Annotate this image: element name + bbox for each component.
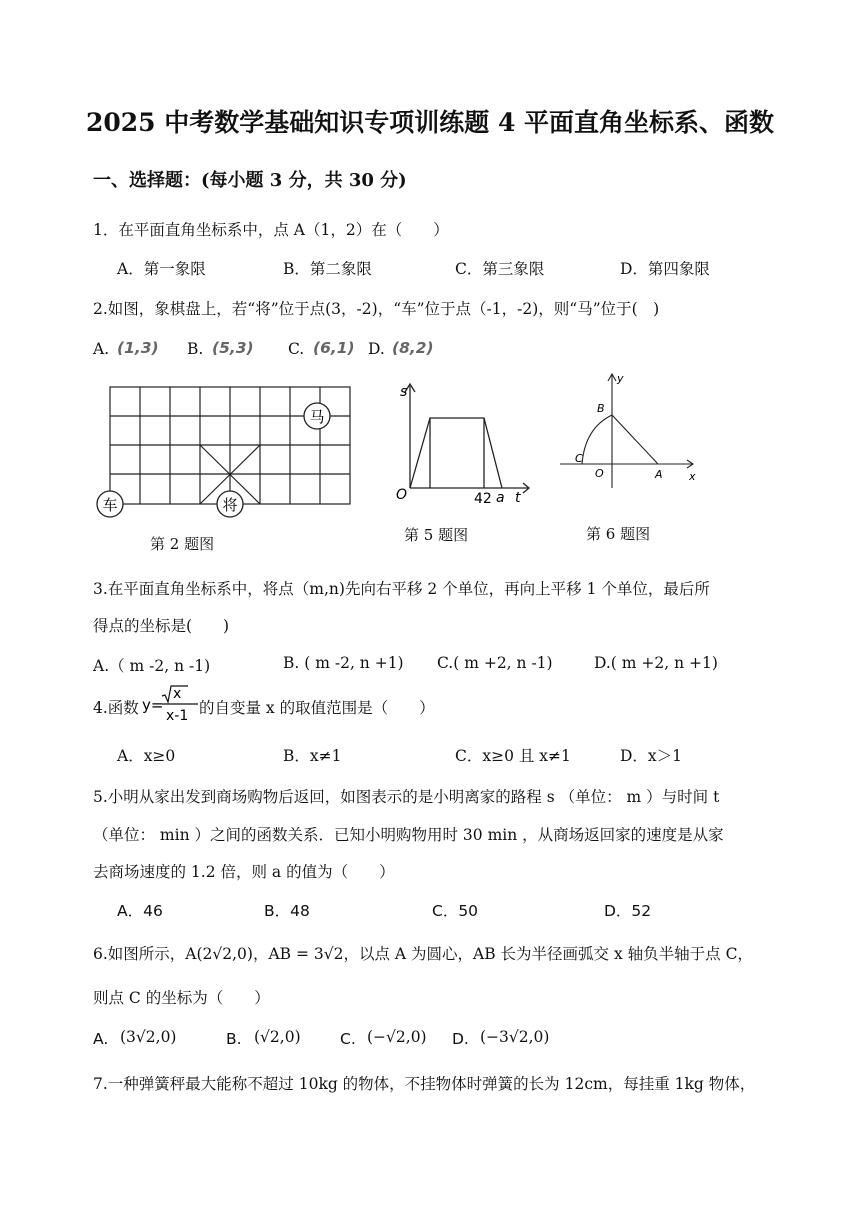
q1-option-b: B．第二象限 (283, 260, 372, 278)
q2-option-b-label: B. (187, 340, 204, 358)
q4-option-b: B．x≠1 (283, 747, 342, 765)
q4-option-c: C．x≥0 且 x≠1 (455, 747, 571, 765)
q2-option-a-value: (1,3) (117, 339, 159, 357)
svg-text:O: O (396, 487, 408, 503)
q1-option-d: D．第四象限 (620, 260, 710, 278)
q4-option-d: D．x＞1 (620, 747, 683, 765)
question-4-pre: 4.函数 (93, 699, 139, 717)
question-5-line1: 5.小明从家出发到商场购物后返回，如图表示的是小明离家的路程 s （单位： m ）与时间 t (93, 788, 720, 806)
piece-che (97, 491, 123, 517)
q2-option-c-label: C. (288, 340, 305, 358)
q3-option-c: C.( m +2, n -1) (437, 654, 553, 672)
question-5-line3: 去商场速度的 1.2 倍，则 a 的值为（ ） (93, 863, 395, 881)
q6-option-b-value: (√2,0) (254, 1028, 301, 1046)
page-title: 2025 中考数学基础知识专项训练题 4 平面直角坐标系、函数 (85, 108, 775, 137)
fig5-caption: 第 5 题图 (404, 526, 469, 544)
svg-text:s: s (400, 384, 408, 400)
svg-text:x: x (689, 470, 696, 483)
svg-text:将: 将 (222, 496, 238, 514)
question-2-stem: 2.如图，象棋盘上，若“将”位于点(3，-2)，“车”位于点（-1，-2)，则“马”位于( ) (93, 300, 660, 318)
fig5-graph (390, 378, 540, 508)
piece-ma (304, 403, 330, 429)
svg-text:42: 42 (474, 491, 492, 507)
svg-text:车: 车 (102, 496, 118, 514)
piece-jiang (217, 491, 243, 517)
question-3-line2: 得点的坐标是( ) (93, 617, 230, 635)
q6-option-d-label: D. (452, 1030, 469, 1048)
q5-option-a: A．46 (117, 902, 163, 920)
svg-text:x-1: x-1 (166, 708, 189, 724)
fig6-caption: 第 6 题图 (586, 525, 651, 543)
q6-option-a-value: (3√2,0) (120, 1028, 177, 1046)
q2-option-b-value: (5,3) (212, 339, 254, 357)
question-6-line2: 则点 C 的坐标为（ ） (93, 989, 270, 1007)
question-4-post: 的自变量 x 的取值范围是（ ） (199, 699, 435, 717)
q1-option-c: C．第三象限 (455, 260, 545, 278)
q2-option-d-value: (8,2) (392, 339, 434, 357)
q3-option-b: B. ( m -2, n +1) (283, 654, 404, 672)
q3-option-d: D.( m +2, n +1) (594, 654, 718, 672)
q3-option-a: A.（ m -2, n -1) (93, 657, 211, 675)
q6-option-d-value: (−3√2,0) (480, 1028, 550, 1046)
q2-option-a-label: A. (93, 340, 110, 358)
svg-text:A: A (655, 468, 663, 481)
fig6-figure (555, 370, 705, 490)
svg-text:B: B (597, 402, 605, 415)
chessboard-figure (95, 380, 365, 520)
svg-text:马: 马 (309, 408, 325, 426)
section-heading: 一、选择题：(每小题 3 分，共 30 分) (93, 170, 407, 191)
svg-text:y: y (617, 372, 624, 385)
q6-option-c-label: C. (340, 1030, 356, 1048)
q4-formula (142, 682, 200, 726)
q1-option-a: A．第一象限 (117, 260, 206, 278)
svg-text:t: t (515, 490, 521, 506)
question-7-line1: 7.一种弹簧秤最大能称不超过 10kg 的物体，不挂物体时弹簧的长为 12cm，每挂重 1kg 物体， (93, 1075, 756, 1093)
q5-option-c: C．50 (432, 902, 479, 920)
svg-text:C: C (575, 452, 583, 465)
q5-option-d: D．52 (604, 902, 652, 920)
fig2-caption: 第 2 题图 (150, 535, 215, 553)
question-6-line1: 6.如图所示，A(2√2,0)，AB = 3√2，以点 A 为圆心，AB 长为半径画弧交 x 轴负半轴于点 C， (93, 945, 753, 963)
q6-option-c-value: (−√2,0) (367, 1028, 427, 1046)
q5-option-b: B．48 (264, 902, 310, 920)
svg-text:a: a (496, 490, 505, 506)
svg-text:x: x (173, 686, 182, 702)
question-5-line2: （单位： min ）之间的函数关系．已知小明购物用时 30 min ，从商场返回家的速度是从家 (93, 826, 724, 844)
svg-text:y=: y= (142, 696, 164, 714)
svg-text:O: O (595, 467, 604, 480)
q6-option-b-label: B. (226, 1030, 242, 1048)
question-3-line1: 3.在平面直角坐标系中，将点（m,n)先向右平移 2 个单位，再向上平移 1 个单位，最后所 (93, 580, 710, 598)
q2-option-d-label: D. (368, 340, 385, 358)
question-1-stem: 1．在平面直角坐标系中，点 A（1，2）在（ ） (93, 221, 449, 239)
q6-option-a-label: A. (93, 1030, 109, 1048)
q4-option-a: A．x≥0 (117, 747, 176, 765)
q2-option-c-value: (6,1) (313, 339, 355, 357)
